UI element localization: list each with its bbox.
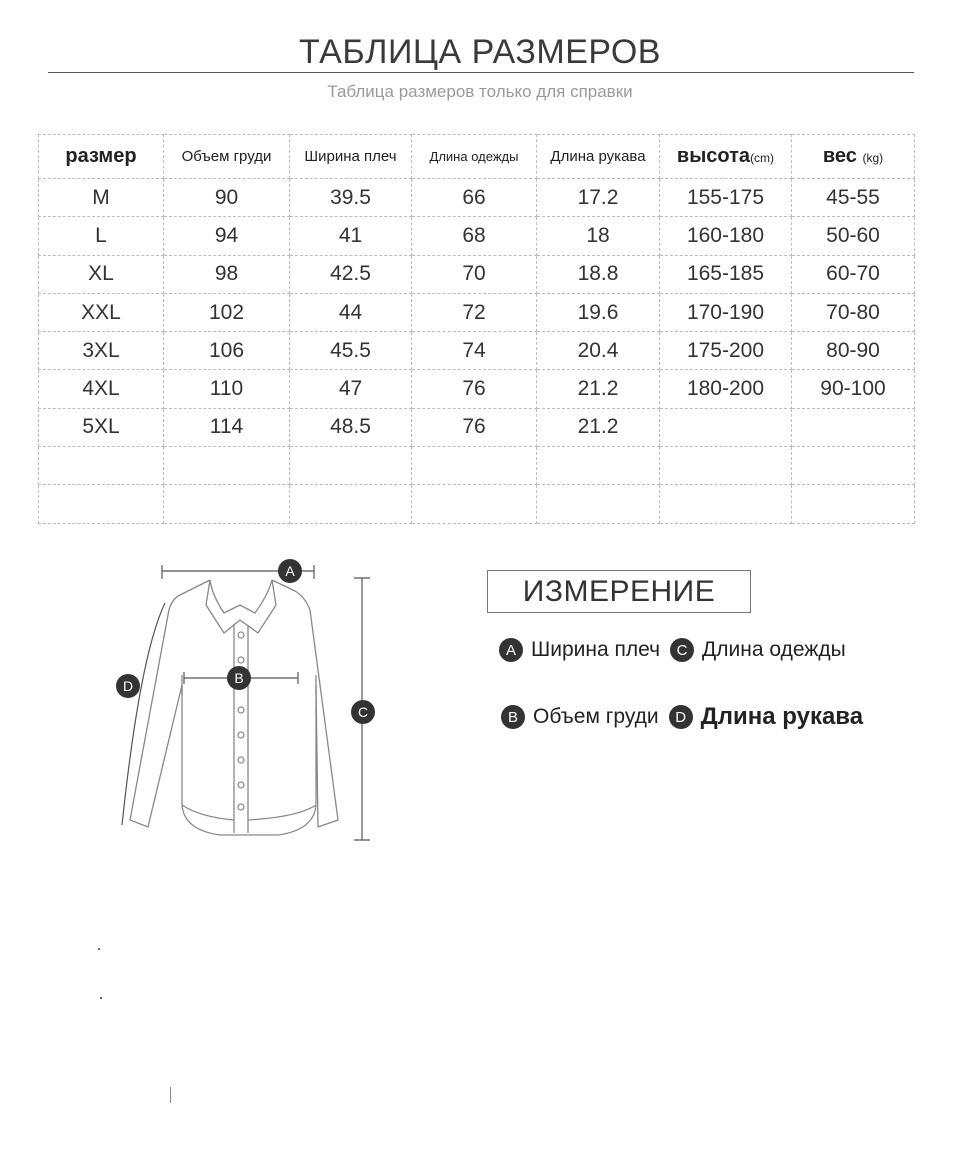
table-cell: 66 bbox=[412, 179, 537, 217]
table-row bbox=[39, 255, 915, 293]
shirt-buttons bbox=[238, 632, 244, 810]
stray-dot bbox=[98, 948, 100, 950]
table-cell: 19.6 bbox=[537, 293, 660, 331]
page-subtitle: Таблица размеров только для справки bbox=[327, 82, 633, 101]
measurement-title: ИЗМЕРЕНИЕ bbox=[487, 570, 751, 613]
header-length: Длина одежды bbox=[412, 135, 537, 179]
table-cell: XL bbox=[39, 255, 164, 293]
table-cell bbox=[412, 447, 537, 485]
table-cell: 3XL bbox=[39, 332, 164, 370]
legend-row-2 bbox=[501, 703, 863, 731]
svg-text:A: A bbox=[285, 563, 295, 579]
table-cell: 76 bbox=[412, 408, 537, 446]
table-cell: 20.4 bbox=[537, 332, 660, 370]
table-cell: 74 bbox=[412, 332, 537, 370]
legend-item-d bbox=[669, 703, 863, 731]
title-divider bbox=[48, 72, 914, 73]
legend-label-b: Объем груди bbox=[533, 705, 659, 728]
table-cell: 44 bbox=[290, 293, 412, 331]
table-cell: 42.5 bbox=[290, 255, 412, 293]
stray-bar bbox=[170, 1087, 171, 1103]
table-cell: M bbox=[39, 179, 164, 217]
table-row bbox=[39, 179, 915, 217]
marker-d bbox=[116, 674, 140, 698]
table-cell: 165-185 bbox=[660, 255, 792, 293]
badge-a: A bbox=[499, 638, 523, 662]
table-cell bbox=[792, 485, 915, 523]
table-cell: 160-180 bbox=[660, 217, 792, 255]
table-cell: 21.2 bbox=[537, 408, 660, 446]
header-sleeve: Длина рукава bbox=[537, 135, 660, 179]
table-cell: 39.5 bbox=[290, 179, 412, 217]
table-cell bbox=[164, 485, 290, 523]
table-cell: 170-190 bbox=[660, 293, 792, 331]
table-row bbox=[39, 408, 915, 446]
table-cell bbox=[792, 447, 915, 485]
table-cell: 180-200 bbox=[660, 370, 792, 408]
table-cell: 21.2 bbox=[537, 370, 660, 408]
table-row bbox=[39, 370, 915, 408]
table-cell bbox=[537, 447, 660, 485]
table-cell bbox=[660, 408, 792, 446]
table-cell: XXL bbox=[39, 293, 164, 331]
table-cell: 102 bbox=[164, 293, 290, 331]
table-cell bbox=[537, 485, 660, 523]
table-cell: 60-70 bbox=[792, 255, 915, 293]
table-cell: 90-100 bbox=[792, 370, 915, 408]
table-cell: 50-60 bbox=[792, 217, 915, 255]
table-cell: 48.5 bbox=[290, 408, 412, 446]
badge-d: D bbox=[669, 705, 693, 729]
table-cell: 80-90 bbox=[792, 332, 915, 370]
header-height bbox=[660, 135, 792, 179]
measure-lines bbox=[122, 565, 370, 840]
table-cell: 47 bbox=[290, 370, 412, 408]
legend-item-a bbox=[499, 638, 660, 662]
legend-label-c: Длина одежды bbox=[702, 638, 846, 661]
table-cell bbox=[290, 485, 412, 523]
header-height-unit: (cm) bbox=[750, 151, 775, 165]
table-cell: 76 bbox=[412, 370, 537, 408]
table-cell bbox=[39, 485, 164, 523]
table-cell: 98 bbox=[164, 255, 290, 293]
svg-text:C: C bbox=[357, 704, 369, 720]
table-cell bbox=[660, 447, 792, 485]
table-cell: 70-80 bbox=[792, 293, 915, 331]
measure-line-d bbox=[122, 603, 165, 825]
table-row bbox=[39, 217, 915, 255]
legend-label-a: Ширина плеч bbox=[531, 638, 661, 661]
page-title: ТАБЛИЦА РАЗМЕРОВ bbox=[299, 33, 661, 71]
stray-dot bbox=[100, 997, 102, 999]
header-size: размер bbox=[39, 135, 164, 179]
legend-row-1 bbox=[499, 638, 846, 662]
table-cell: 110 bbox=[164, 370, 290, 408]
table-cell bbox=[660, 485, 792, 523]
table-row bbox=[39, 485, 915, 523]
table-cell: 70 bbox=[412, 255, 537, 293]
table-cell: 18 bbox=[537, 217, 660, 255]
table-cell bbox=[412, 485, 537, 523]
size-table bbox=[38, 134, 915, 524]
header-shoulder: Ширина плеч bbox=[290, 135, 412, 179]
table-cell: 5XL bbox=[39, 408, 164, 446]
legend-item-c bbox=[670, 638, 846, 662]
table-cell: 45.5 bbox=[290, 332, 412, 370]
shirt-diagram bbox=[100, 555, 400, 855]
badge-b: B bbox=[501, 705, 525, 729]
table-cell: L bbox=[39, 217, 164, 255]
svg-text:B: B bbox=[234, 670, 244, 686]
table-cell bbox=[792, 408, 915, 446]
table-cell: 18.8 bbox=[537, 255, 660, 293]
table-cell: 72 bbox=[412, 293, 537, 331]
table-cell: 155-175 bbox=[660, 179, 792, 217]
table-cell: 106 bbox=[164, 332, 290, 370]
table-cell: 114 bbox=[164, 408, 290, 446]
table-cell: 17.2 bbox=[537, 179, 660, 217]
table-row bbox=[39, 447, 915, 485]
header-height-label: высота bbox=[676, 145, 751, 167]
table-cell: 175-200 bbox=[660, 332, 792, 370]
table-cell bbox=[39, 447, 164, 485]
header-weight-unit: (kg) bbox=[862, 151, 884, 165]
table-row bbox=[39, 332, 915, 370]
legend-label-d: Длина рукава bbox=[700, 703, 864, 730]
table-header-row bbox=[39, 135, 915, 179]
header-weight bbox=[792, 135, 915, 179]
table-cell: 68 bbox=[412, 217, 537, 255]
table-cell: 4XL bbox=[39, 370, 164, 408]
marker-b bbox=[227, 666, 251, 690]
table-cell: 90 bbox=[164, 179, 290, 217]
header-weight-label: вес bbox=[822, 145, 857, 167]
table-cell: 41 bbox=[290, 217, 412, 255]
table-cell: 94 bbox=[164, 217, 290, 255]
marker-a bbox=[278, 559, 302, 583]
table-cell: 45-55 bbox=[792, 179, 915, 217]
header-chest: Объем груди bbox=[164, 135, 290, 179]
table-cell bbox=[290, 447, 412, 485]
legend-item-b bbox=[501, 705, 659, 729]
table-cell bbox=[164, 447, 290, 485]
shirt-icon bbox=[130, 580, 338, 835]
svg-text:D: D bbox=[122, 678, 134, 694]
marker-c bbox=[351, 700, 375, 724]
badge-c: C bbox=[670, 638, 694, 662]
table-row bbox=[39, 293, 915, 331]
